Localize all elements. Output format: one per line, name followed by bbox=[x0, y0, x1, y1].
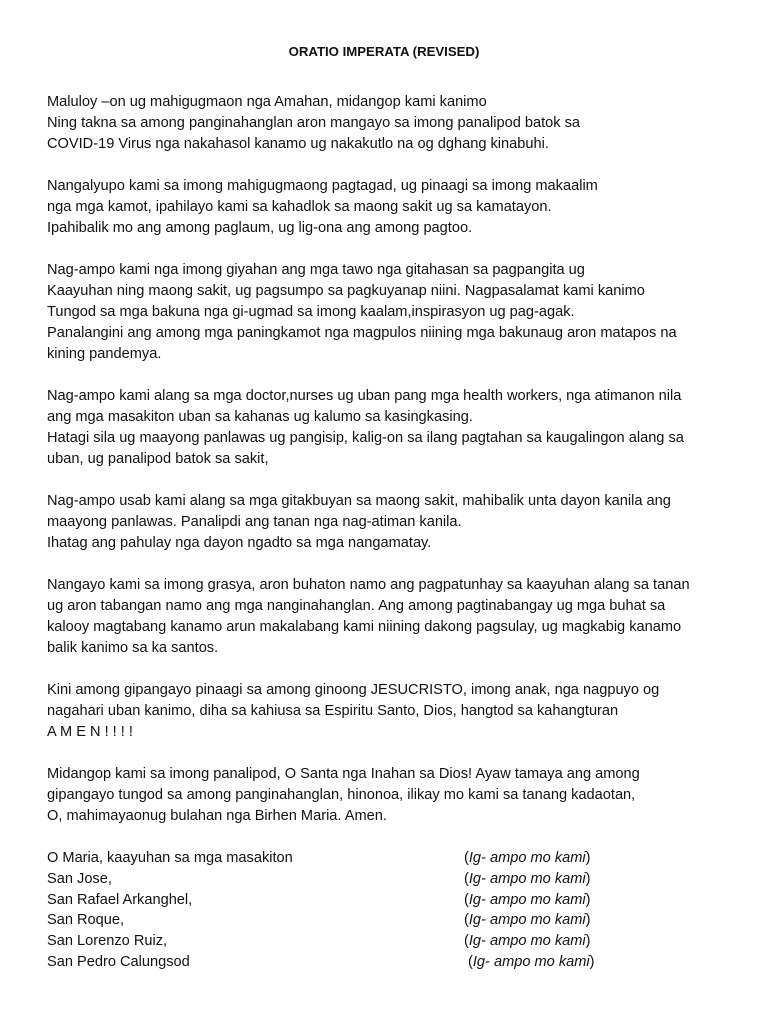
text-line: Ipahibalik mo ang among paglaum, ug lig-ona ang among pagtoo. bbox=[47, 220, 473, 236]
litany-row bbox=[47, 952, 737, 973]
text-line: Kini among gipangayo pinaagi sa among ginoong JESUCRISTO, imong anak, nga nagpuyo og bbox=[47, 682, 660, 698]
litany-invocation: San Pedro Calungsod bbox=[47, 953, 190, 970]
text-line: Nangayo kami sa imong grasya, aron buhaton namo ang pagpatunhay sa kaayuhan alang sa tanan bbox=[47, 577, 690, 593]
text-line: Nag-ampo kami nga imong giyahan ang mga tawo nga gitahasan sa pagpangita ug bbox=[47, 262, 585, 278]
text-line: balik kanimo sa ka santos. bbox=[47, 640, 219, 656]
text-line: A M E N ! ! ! ! bbox=[47, 724, 133, 740]
litany-invocation: San Rafael Arkanghel, bbox=[47, 891, 193, 908]
paragraph-5 bbox=[47, 491, 737, 554]
text-line: Kaayuhan ning maong sakit, ug pagsumpo sa pagkuyanap niini. Nagpasalamat kami kanimo bbox=[47, 283, 645, 299]
paragraph-6 bbox=[47, 575, 737, 659]
litany-response-text: Ig- ampo mo kami bbox=[468, 933, 586, 950]
text-line: Ning takna sa among panginahanglan aron mangayo sa imong panalipod batok sa bbox=[47, 115, 581, 131]
text-line: Maluloy –on ug mahigugmaon nga Amahan, midangop kami kanimo bbox=[47, 94, 487, 110]
paragraph-4 bbox=[47, 386, 737, 470]
litany-row bbox=[47, 869, 737, 890]
text-line: gipangayo tungod sa among panginahanglan, hinonoa, ilikay mo kami sa tanang kadaotan, bbox=[47, 787, 636, 803]
text-line: Tungod sa mga bakuna nga gi-ugmad sa imong kaalam,inspirasyon ug pag-agak. bbox=[47, 304, 575, 320]
litany-invocation: San Lorenzo Ruiz, bbox=[47, 933, 168, 950]
text-line: nga mga kamot, ipahilayo kami sa kahadlok sa maong sakit ug sa kamatayon. bbox=[47, 199, 552, 215]
litany-response: (Ig- ampo mo kami) bbox=[464, 850, 591, 866]
text-line: Panalangini ang among mga paningkamot nga magpulos niining mga bakunaug aron matapos na bbox=[47, 325, 677, 341]
litany-response: (Ig- ampo mo kami) bbox=[464, 933, 591, 950]
litany-invocation: San Roque, bbox=[47, 912, 125, 929]
text-line: COVID-19 Virus nga nakahasol kanamo ug nakakutlo na og dghang kinabuhi. bbox=[47, 136, 549, 152]
litany-response-text: Ig- ampo mo kami bbox=[468, 870, 586, 887]
text-line: kining pandemya. bbox=[47, 346, 162, 362]
litany-row bbox=[47, 910, 737, 931]
litany-invocation: O Maria, kaayuhan sa mga masakiton bbox=[47, 850, 293, 866]
litany-list bbox=[47, 848, 737, 973]
prayer-body bbox=[47, 92, 737, 973]
litany-row bbox=[47, 931, 737, 952]
paragraph-3 bbox=[47, 260, 737, 365]
text-line: maayong panlawas. Panalipdi ang tanan nga nag-atiman kanila. bbox=[47, 514, 462, 530]
document-title: ORATIO IMPERATA (REVISED) bbox=[288, 44, 480, 59]
text-line: Nangalyupo kami sa imong mahigugmaong pagtagad, ug pinaagi sa imong makaalim bbox=[47, 178, 598, 194]
litany-response: (Ig- ampo mo kami) bbox=[464, 870, 591, 887]
text-line: Ihatag ang pahulay nga dayon ngadto sa mga nangamatay. bbox=[47, 535, 432, 551]
litany-response: (Ig- ampo mo kami) bbox=[464, 912, 591, 929]
paragraph-7 bbox=[47, 680, 737, 743]
text-line: Nag-ampo kami alang sa mga doctor,nurses ug uban pang mga health workers, nga atimanon nila bbox=[47, 388, 682, 404]
litany-response: (Ig- ampo mo kami) bbox=[468, 953, 595, 970]
text-line: O, mahimayaonug bulahan nga Birhen Maria. Amen. bbox=[47, 808, 387, 824]
litany-row bbox=[47, 890, 737, 911]
text-line: uban, ug panalipod batok sa sakit, bbox=[47, 451, 269, 467]
litany-response-text: Ig- ampo mo kami bbox=[468, 850, 586, 866]
text-line: kalooy magtabang kanamo arun makalabang kami niining dakong pagsulay, ug magkabig kanamo bbox=[47, 619, 682, 635]
text-line: nagahari uban kanimo, diha sa kahiusa sa Espiritu Santo, Dios, hangtod sa kahangturan bbox=[47, 703, 619, 719]
text-line: ang mga masakiton uban sa kahanas ug kalumo sa kasingkasing. bbox=[47, 409, 473, 425]
paragraph-8 bbox=[47, 764, 737, 827]
litany-row bbox=[47, 848, 737, 869]
litany-response: (Ig- ampo mo kami) bbox=[464, 891, 591, 908]
text-line: Midangop kami sa imong panalipod, O Santa nga Inahan sa Dios! Ayaw tamaya ang among bbox=[47, 766, 640, 782]
text-line: Hatagi sila ug maayong panlawas ug pangisip, kalig-on sa ilang pagtahan sa kaugalingon alang sa bbox=[47, 430, 684, 446]
paragraph-2 bbox=[47, 176, 737, 239]
litany-invocation: San Jose, bbox=[47, 870, 112, 887]
litany-response-text: Ig- ampo mo kami bbox=[472, 953, 590, 970]
text-line: Nag-ampo usab kami alang sa mga gitakbuyan sa maong sakit, mahibalik unta dayon kanila ang bbox=[47, 493, 671, 509]
litany-response-text: Ig- ampo mo kami bbox=[468, 891, 586, 908]
paragraph-1 bbox=[47, 92, 737, 155]
litany-response-text: Ig- ampo mo kami bbox=[468, 912, 586, 929]
text-line: ug aron tabangan namo ang mga nanginahanglan. Ang among pagtinabangay ug mga buhat sa bbox=[47, 598, 666, 614]
